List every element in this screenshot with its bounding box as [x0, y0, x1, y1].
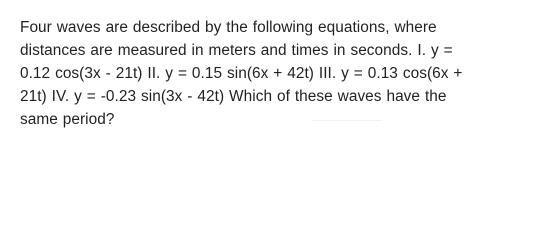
- question-line-1: Four waves are described by the following equations, where: [20, 19, 437, 36]
- question-line-2: distances are measured in meters and times in seconds. I. y =: [20, 42, 453, 59]
- question-line-3: 0.12 cos(3x - 21t) II. y = 0.15 sin(6x + 42t) III. y = 0.13 cos(6x +: [20, 65, 463, 82]
- divider: [312, 120, 382, 121]
- question-line-5: same period?: [20, 111, 115, 128]
- question-line-4: 21t) IV. y = -0.23 sin(3x - 42t) Which of these waves have the: [20, 88, 447, 105]
- question-text: [20, 16, 538, 131]
